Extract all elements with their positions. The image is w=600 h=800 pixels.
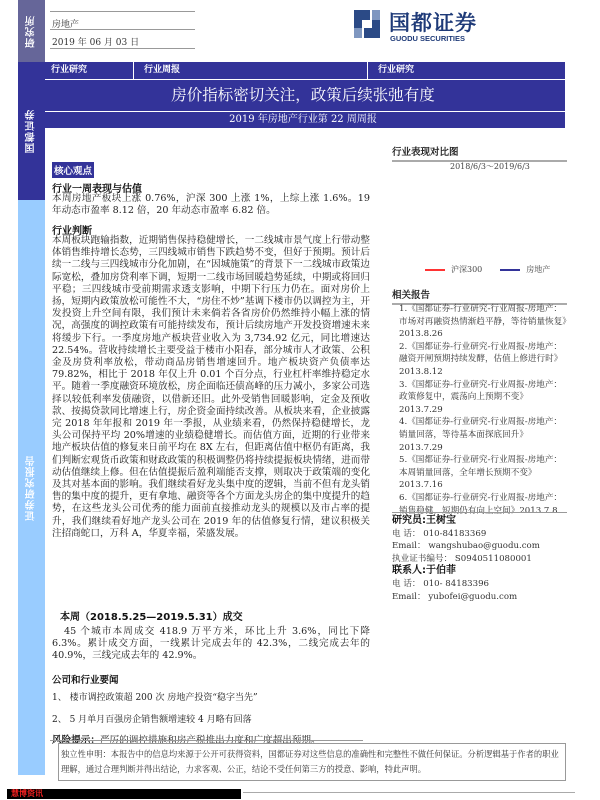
tab-industry-research-right: 行业研究 bbox=[378, 65, 415, 75]
phone-label: 电 话： bbox=[392, 528, 421, 539]
related-report-item[interactable]: 4.《国都证券-行业研究-行业周报-房地产：销量回落，等待基本面探底回升》2013.7.29 bbox=[399, 417, 563, 453]
sidebar-top-label: 研究所 bbox=[26, 14, 37, 48]
divider bbox=[50, 740, 363, 741]
report-subtitle: 2019 年房地产行业第 22 周周报 bbox=[41, 112, 565, 128]
related-report-item[interactable]: 6.《国都证券-行业研究-行业周报-房地产：销售稳健，短期仍有向上空间》2013.7.8 bbox=[399, 492, 563, 516]
analyst-contact bbox=[392, 515, 572, 603]
sidebar-research-institute bbox=[18, 0, 45, 62]
divider bbox=[50, 29, 195, 30]
sidebar-report-type bbox=[18, 200, 45, 775]
analyst-name: 研究员:王树宝 bbox=[392, 515, 456, 526]
legend-line-real-estate bbox=[500, 269, 520, 271]
cert-number: S0940511080001 bbox=[454, 553, 532, 564]
analyst-email[interactable]: wangshubao@guodu.com bbox=[428, 541, 540, 552]
logo-cn-text: 国都证券 bbox=[389, 11, 477, 35]
risk-text: 严厉的调控措施和房产税推出力度和广度超出预期。 bbox=[99, 735, 321, 746]
company-logo bbox=[350, 4, 480, 44]
tab-industry-weekly: 行业周报 bbox=[134, 62, 368, 79]
legend-line-csi300 bbox=[425, 269, 445, 271]
related-reports-title: 相关报告 bbox=[392, 287, 567, 305]
report-title: 房价指标密切关注，政策后续张弛有度 bbox=[41, 80, 565, 111]
contact-email[interactable]: yubofei@guodu.com bbox=[428, 591, 518, 602]
related-reports-list bbox=[399, 303, 567, 517]
sidebar-middle-label: 国都证券 bbox=[26, 109, 37, 153]
core-view-label: 核心观点 bbox=[52, 162, 94, 178]
tab-industry-research: 行业研究 bbox=[41, 62, 134, 79]
related-report-item[interactable]: 5.《国都证券-行业研究-行业周报-房地产：本周销量回落，全年增长预期不变》2013.7.16 bbox=[399, 455, 563, 491]
sidebar-bottom-label: 证券研究报告 bbox=[26, 454, 37, 521]
report-date: 2019 年 06 月 03 日 bbox=[52, 38, 140, 48]
logo-mark-icon bbox=[350, 6, 384, 42]
news-item: 1、 楼市调控政策超 200 次 房地产投资“稳字当先” bbox=[52, 693, 258, 703]
analyst-phone: 010-84183369 bbox=[423, 528, 487, 539]
chart-area bbox=[392, 172, 567, 262]
related-report-item[interactable]: 3.《国都证券-行业研究-行业周报-房地产：政策修复中，震荡向上预期不变》2013.7.29 bbox=[399, 379, 563, 415]
related-report-item[interactable]: 2.《国都证券-行业研究-行业周报-房地产：融资开闸预期持续发酵，估值上修进行时》2013.8.12 bbox=[399, 341, 563, 377]
section-weekly-performance-title: 行业一周表现与估值 bbox=[52, 184, 142, 195]
transactions-text: 45 个城市本周成交 418.9 万平方米，环比上升 3.6%，同比下降 6.3%。累计成交方面，一线累计完成去年的 42.3%，二线完成去年的 40.9%，三线完成去年的 42.9%。 bbox=[52, 626, 370, 662]
judgment-text: 本周板块跑输指数，近期销售保持稳健增长，一二线城市景气度上行带动整体销售维持增长态势，三四线城市销售下跌趋势不变，但好于预期。预计后续一二线与三四线城市分化加剧，在“因城施策”的背景下一二线城市政策边际宽松，叠加房贷利率下调，短期一二线市场回暖趋势延续，中期或将回归平稳；三四线城市受前期需求透支影响，中期下行压力仍在。面对房价上扬，短期内政策放松可能性不大，“房住不炒”基调下楼市仍以调控为主，开发投资上升空间有限，我们预计未来倘若各省房价仍然维持小幅上涨的情况，高强度的调控政策有可能持续发布，预计后续房地产开发投资增速未来将缓步下行。一季度房地产板块营业收入为 3,734.92 亿元，同比增速达 22.54%。营收持续增长主要受益于楼市小阳春，部分城市人才政策、公积金及房贷利率放松，带动商品房销售增速回升。地产板块资产负债率达 79.82%，相比于 2018 年仅上升 0.01 个百分点，行业杠杆率维持稳定水平。随着一季度融资环境放松，房企面临还债高峰的压力减小，多家公司选择以较低利率发债融资，以借新还旧。此外受销售回暖影响，定金及预收款、按揭贷款同比增速上行，房企资金面持续改善。从板块来看，企业披露完 2018 年年报和 2019 年一季报，从业绩来看，仍然保持稳健增长，龙头公司保持平均 20%增速的业绩稳健增长。而估值方面，近期的行业带来地产板块估值的修复来日前平均在 8X 左右，但距离估值中枢仍有距离，我们判断宏观货币政策和财政政策的积极调整仍将持续提振板块情绪，进而带动估值继续上修。但在估值提振后盈利端能否支撑，则取决于政策端的变化及其对基本面的影响。我们继续看好龙头集中度的逻辑，当前不但有龙头销售的集中度的提升，更有拿地、融资等各个方面龙头房企的集中度提升的趋势，在这些龙头公司优秀的能力面前直接推动龙头的规模以及市占率的提升，我们继续看好地产龙头公司在 2019 年的估值修复行情，建议积极关注招商蛇口，万科 A，华夏幸福，荣盛发展。 bbox=[52, 235, 370, 539]
chart-title: 行业表现对比图 bbox=[392, 144, 567, 162]
news-item: 2、 5 月单月百强房企销售额增速较 4 月略有回落 bbox=[52, 715, 252, 725]
section-transactions-title: 本周（2018.5.25—2019.5.31）成交 bbox=[60, 612, 243, 623]
disclaimer-box: 独立性申明：本报告中的信息均来源于公开可获得资料，国都证券对这些信息的准确性和完整性不做任何保证。分析逻辑基于作者的职业理解，通过合理判断并得出结论，力求客观、公正，结论不受任何第三方的授意、影响，特此声明。 bbox=[58, 743, 566, 781]
cert-label: 执业证书编号： bbox=[392, 553, 453, 564]
risk-label: 风险提示： bbox=[52, 735, 100, 746]
chart-range: 2018/6/3～2019/6/3 bbox=[450, 162, 530, 171]
category-tabs bbox=[41, 62, 565, 79]
email-label: Email： bbox=[392, 541, 426, 552]
legend-label-real-estate: 房地产 bbox=[526, 265, 551, 274]
divider bbox=[392, 512, 567, 513]
divider bbox=[243, 792, 575, 793]
contact-phone: 010- 84183396 bbox=[423, 578, 490, 589]
weekly-performance-text: 本周房地产板块上涨 0.76%，沪深 300 上涨 1%，上综上涨 1.6%。19 年动态市盈率 8.12 倍，20 年动态市盈率 6.82 倍。 bbox=[52, 193, 370, 217]
related-report-item[interactable]: 1.《国都证券-行业研究-行业周报-房地产：市场对再融资热情渐趋平静，等待销量恢复》2013.8.26 bbox=[399, 304, 567, 340]
section-judgment-title: 行业判断 bbox=[52, 226, 92, 237]
divider bbox=[50, 48, 195, 49]
section-news-title: 公司和行业要闻 bbox=[52, 675, 119, 686]
industry-label: 房地产 bbox=[52, 20, 80, 30]
logo-en-text: GUODU SECURITIES bbox=[390, 34, 466, 43]
contact-name: 联系人:于伯菲 bbox=[392, 565, 456, 577]
divider bbox=[50, 11, 195, 12]
chart-legend bbox=[425, 264, 550, 275]
legend-label-csi300: 沪深300 bbox=[451, 265, 483, 274]
watermark-bar: 慧博资讯 bbox=[7, 789, 241, 799]
phone-label: 电 话： bbox=[392, 578, 421, 589]
email-label: Email： bbox=[392, 591, 426, 602]
